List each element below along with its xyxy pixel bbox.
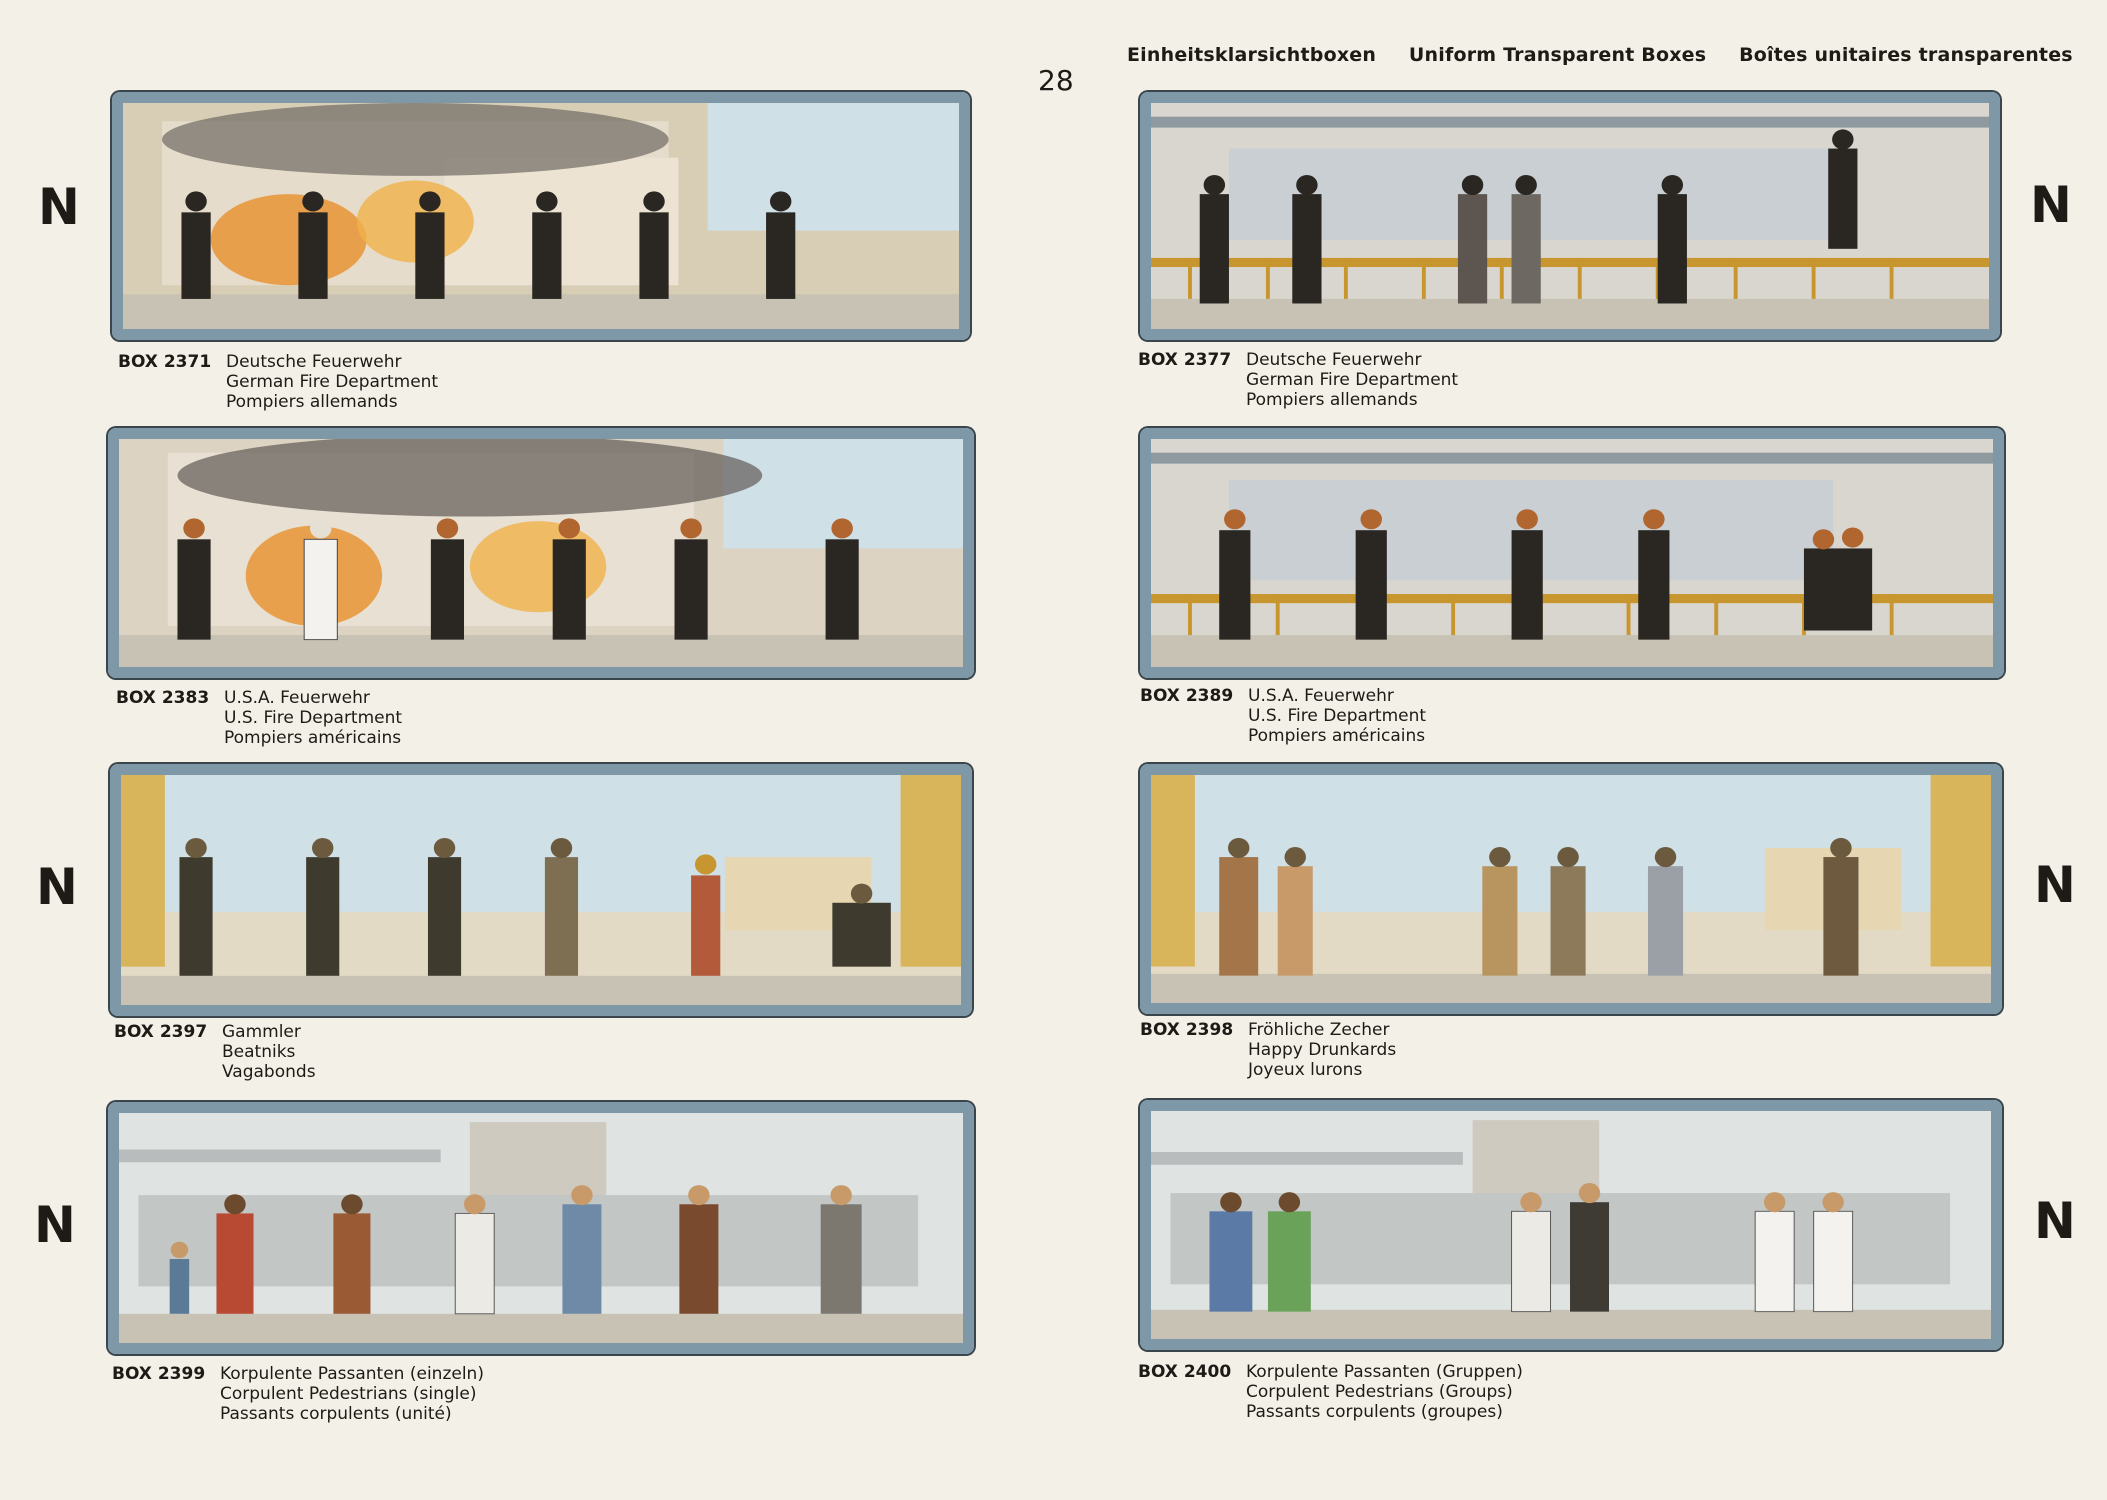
box-code: BOX 2398	[1140, 1020, 1234, 1040]
box-label-en: U.S. Fire Department	[224, 708, 403, 728]
box-label-de: U.S.A. Feuerwehr	[224, 688, 370, 708]
box-code: BOX 2371	[118, 352, 212, 372]
box-illustration-2398	[1140, 764, 2002, 1014]
box-label-fr: Pompiers allemands	[226, 392, 398, 412]
box-label-en: Corpulent Pedestrians (single)	[220, 1384, 477, 1404]
page-number: 28	[1038, 64, 1074, 97]
box-illustration-2399	[108, 1102, 974, 1354]
box-label-en: German Fire Department	[226, 372, 439, 392]
box-illustration-2383	[108, 428, 974, 678]
station-scene-illustration	[119, 1113, 963, 1343]
fire-scene-illustration	[123, 103, 959, 329]
box-label-en: Corpulent Pedestrians (Groups)	[1246, 1382, 1513, 1402]
box-illustration-2400	[1140, 1100, 2002, 1350]
fire-engine-scene-illustration	[1151, 103, 1989, 329]
title-english: Uniform Transparent Boxes	[1408, 44, 1707, 66]
box-label-en: German Fire Department	[1246, 370, 1459, 390]
box-label-fr: Passants corpulents (unité)	[220, 1404, 452, 1424]
title-german: Einheitsklarsichtboxen	[1127, 44, 1377, 66]
box-label-de: Korpulente Passanten (einzeln)	[220, 1364, 484, 1384]
street-scene-illustration	[1151, 775, 1991, 1003]
scale-mark-n: N	[2030, 176, 2072, 234]
scale-mark-n: N	[2034, 1192, 2076, 1250]
box-label-en: Beatniks	[222, 1042, 296, 1062]
box-label-fr: Vagabonds	[222, 1062, 316, 1082]
fire-engine-scene-illustration	[1151, 439, 1993, 667]
box-illustration-2389	[1140, 428, 2004, 678]
box-label-de: Fröhliche Zecher	[1248, 1020, 1390, 1040]
box-illustration-2371	[112, 92, 970, 340]
box-illustration-2377	[1140, 92, 2000, 340]
station-scene-illustration	[1151, 1111, 1991, 1339]
scale-mark-n: N	[2034, 856, 2076, 914]
box-code: BOX 2399	[112, 1364, 206, 1384]
box-code: BOX 2397	[114, 1022, 208, 1042]
box-label-de: Deutsche Feuerwehr	[1246, 350, 1422, 370]
series-title	[1127, 44, 2099, 66]
box-label-en: Happy Drunkards	[1248, 1040, 1397, 1060]
box-code: BOX 2377	[1138, 350, 1232, 370]
box-label-en: U.S. Fire Department	[1248, 706, 1427, 726]
scale-mark-n: N	[34, 1196, 76, 1254]
box-label-fr: Pompiers américains	[1248, 726, 1426, 746]
box-label-fr: Passants corpulents (groupes)	[1246, 1402, 1503, 1422]
box-label-de: Gammler	[222, 1022, 301, 1042]
box-label-fr: Pompiers américains	[224, 728, 402, 748]
street-scene-illustration	[121, 775, 961, 1005]
box-code: BOX 2383	[116, 688, 210, 708]
box-code: BOX 2389	[1140, 686, 1234, 706]
box-code: BOX 2400	[1138, 1362, 1232, 1382]
box-label-fr: Joyeux lurons	[1248, 1060, 1363, 1080]
title-french: Boîtes unitaires transparentes	[1739, 44, 2073, 66]
box-illustration-2397	[110, 764, 972, 1016]
scale-mark-n: N	[36, 858, 78, 916]
box-label-de: Deutsche Feuerwehr	[226, 352, 402, 372]
box-label-de: Korpulente Passanten (Gruppen)	[1246, 1362, 1523, 1382]
box-label-de: U.S.A. Feuerwehr	[1248, 686, 1394, 706]
fire-scene-illustration	[119, 439, 963, 667]
box-label-fr: Pompiers allemands	[1246, 390, 1418, 410]
scale-mark-n: N	[38, 178, 80, 236]
